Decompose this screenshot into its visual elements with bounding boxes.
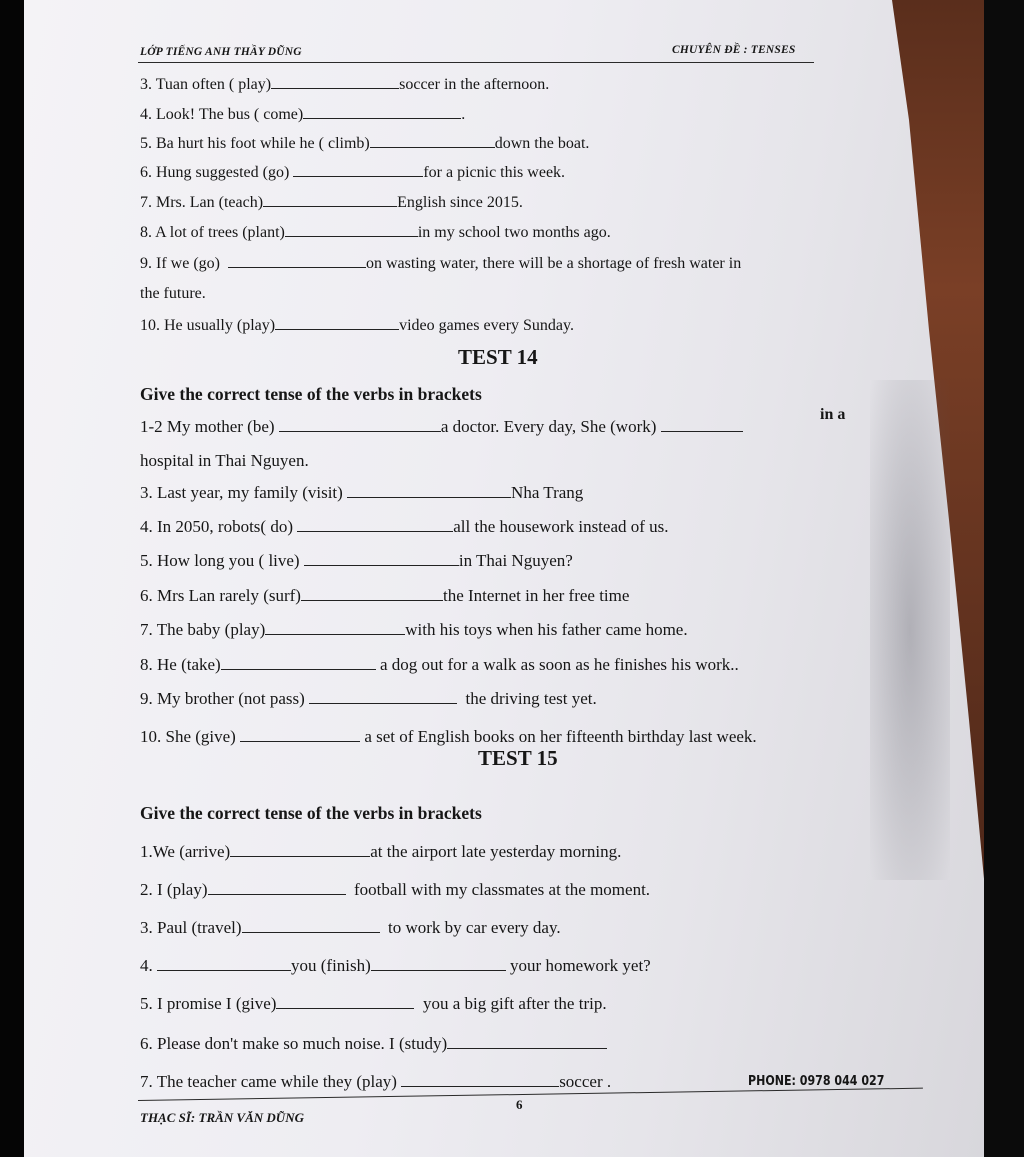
test15-question-3: 3. Paul (travel) to work by car every day. [140,918,561,937]
header-right: CHUYÊN ĐỀ : TENSES [672,44,796,56]
prev-question-5: 5. Ba hurt his foot while he ( climb) down the boat. [140,135,590,152]
test14-title: TEST 14 [458,345,538,369]
answer-blank[interactable] [347,483,511,498]
answer-blank[interactable] [309,689,457,704]
test14-question-6: 6. Mrs Lan rarely (surf) the Internet in her free time [140,586,630,605]
header-left: LỚP TIẾNG ANH THẦY DŨNG [140,46,302,58]
answer-blank[interactable] [230,842,370,857]
answer-blank[interactable] [221,655,376,670]
test14-question-3: 3. Last year, my family (visit) Nha Trang [140,483,584,502]
answer-blank[interactable] [303,104,461,119]
answer-blank[interactable] [401,1072,559,1087]
test15-instruction: Give the correct tense of the verbs in brackets [140,803,482,823]
test15-question-4: 4. you (finish) your homework yet? [140,956,651,975]
footer-author: THẠC SĨ: TRẦN VĂN DŨNG [140,1110,304,1125]
page-number: 6 [516,1097,523,1112]
header-rule [138,62,814,63]
prev-question-7: 7. Mrs. Lan (teach) English since 2015. [140,194,523,211]
answer-blank[interactable] [157,956,291,971]
test15-question-5: 5. I promise I (give) you a big gift after the trip. [140,994,607,1013]
test15-title: TEST 15 [478,746,558,770]
answer-blank[interactable] [301,586,443,601]
answer-blank[interactable] [371,956,506,971]
prev-question-9: 9. If we (go) on wasting water, there will be a shortage of fresh water in [140,255,742,272]
test14-question-10: 10. She (give) a set of English books on her fifteenth birthday last week. [140,727,757,746]
test14-question-5: 5. How long you ( live) in Thai Nguyen? [140,551,573,570]
prev-question-10: 10. He usually (play) video games every Sunday. [140,317,574,334]
answer-blank[interactable] [370,133,495,148]
answer-blank[interactable] [276,994,414,1009]
answer-blank[interactable] [661,417,743,432]
answer-blank[interactable] [208,880,346,895]
answer-blank[interactable] [285,222,418,237]
prev-question-9-cont: the future. [140,285,206,302]
answer-blank[interactable] [279,417,441,432]
answer-blank[interactable] [240,727,360,742]
test15-question-7: 7. The teacher came while they (play) soccer . [140,1072,612,1091]
answer-blank[interactable] [304,551,459,566]
test14-question-4: 4. In 2050, robots( do) all the housework instead of us. [140,517,669,536]
answer-blank[interactable] [263,192,397,207]
answer-blank[interactable] [447,1034,607,1049]
test14-question-1-2: 1-2 My mother (be) a doctor. Every day, She (work) [140,417,743,437]
answer-blank[interactable] [228,253,366,268]
test14-question-1-2-end: in a [820,406,846,423]
test14-question-9: 9. My brother (not pass) the driving test yet. [140,689,597,708]
paper-fold-shadow [870,380,950,880]
answer-blank[interactable] [242,918,380,933]
answer-blank[interactable] [297,517,453,532]
background-left [0,0,24,1157]
prev-question-3: 3. Tuan often ( play) soccer in the afternoon. [140,76,550,93]
footer-phone: PHONE: 0978 044 027 [748,1074,885,1089]
prev-question-4: 4. Look! The bus ( come) . [140,106,466,123]
test14-question-1-2-cont: hospital in Thai Nguyen. [140,451,309,470]
test15-question-6: 6. Please don't make so much noise. I (study) [140,1034,607,1054]
prev-question-8: 8. A lot of trees (plant) in my school two months ago. [140,224,611,241]
test14-instruction: Give the correct tense of the verbs in brackets [140,384,482,404]
test15-question-2: 2. I (play) football with my classmates at the moment. [140,880,651,899]
answer-blank[interactable] [271,74,399,89]
test14-question-7: 7. The baby (play) with his toys when his father came home. [140,620,688,639]
test15-question-1: 1.We (arrive) at the airport late yesterday morning. [140,842,622,861]
answer-blank[interactable] [275,315,399,330]
test14-question-8: 8. He (take) a dog out for a walk as soon as he finishes his work.. [140,655,739,674]
answer-blank[interactable] [293,162,423,177]
answer-blank[interactable] [265,620,405,635]
prev-question-6: 6. Hung suggested (go) for a picnic this week. [140,164,566,181]
